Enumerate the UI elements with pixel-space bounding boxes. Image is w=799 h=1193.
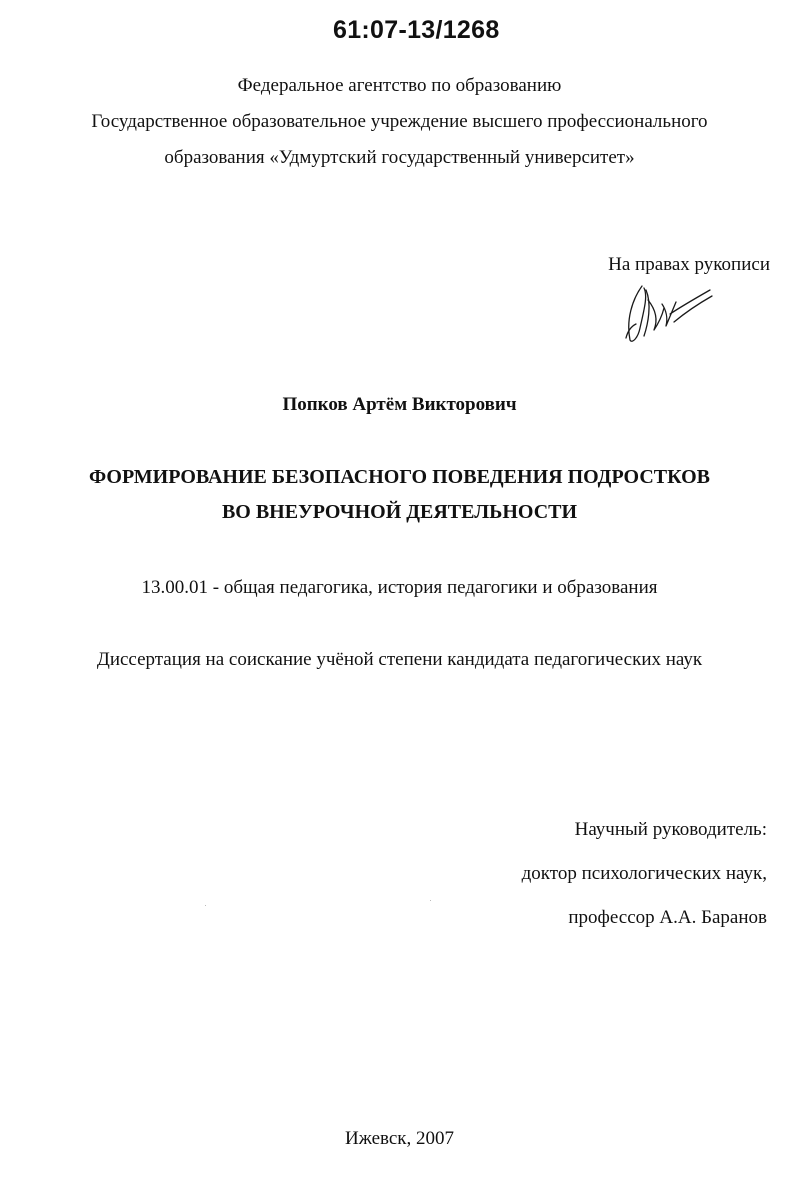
thesis-title-line-1: ФОРМИРОВАНИЕ БЕЗОПАСНОГО ПОВЕДЕНИЯ ПОДРОСТКОВ	[88, 466, 711, 488]
supervisor-degree: доктор психологических наук,	[521, 863, 767, 884]
thesis-title-line-2: ВО ВНЕУРОЧНОЙ ДЕЯТЕЛЬНОСТИ	[221, 501, 578, 523]
author-name: Попков Артём Викторович	[282, 394, 517, 415]
scan-speck	[205, 905, 206, 906]
institution-line-1: Государственное образовательное учреждение высшего профессионального	[91, 111, 708, 132]
agency-name: Федеральное агентство по образованию	[237, 75, 562, 96]
supervisor-label: Научный руководитель:	[574, 819, 767, 840]
scan-speck	[430, 900, 431, 901]
manuscript-rights: На правах рукописи	[608, 254, 770, 275]
handwritten-signature	[618, 280, 714, 346]
city-year: Ижевск, 2007	[344, 1128, 455, 1149]
specialty-code: 13.00.01 - общая педагогика, история педагогики и образования	[141, 577, 658, 598]
institution-line-2: образования «Удмуртский государственный университет»	[164, 147, 635, 168]
supervisor-name: профессор А.А. Баранов	[568, 907, 767, 928]
degree-statement: Диссертация на соискание учёной степени кандидата педагогических наук	[96, 649, 703, 670]
archive-code: 61:07-13/1268	[333, 16, 500, 44]
